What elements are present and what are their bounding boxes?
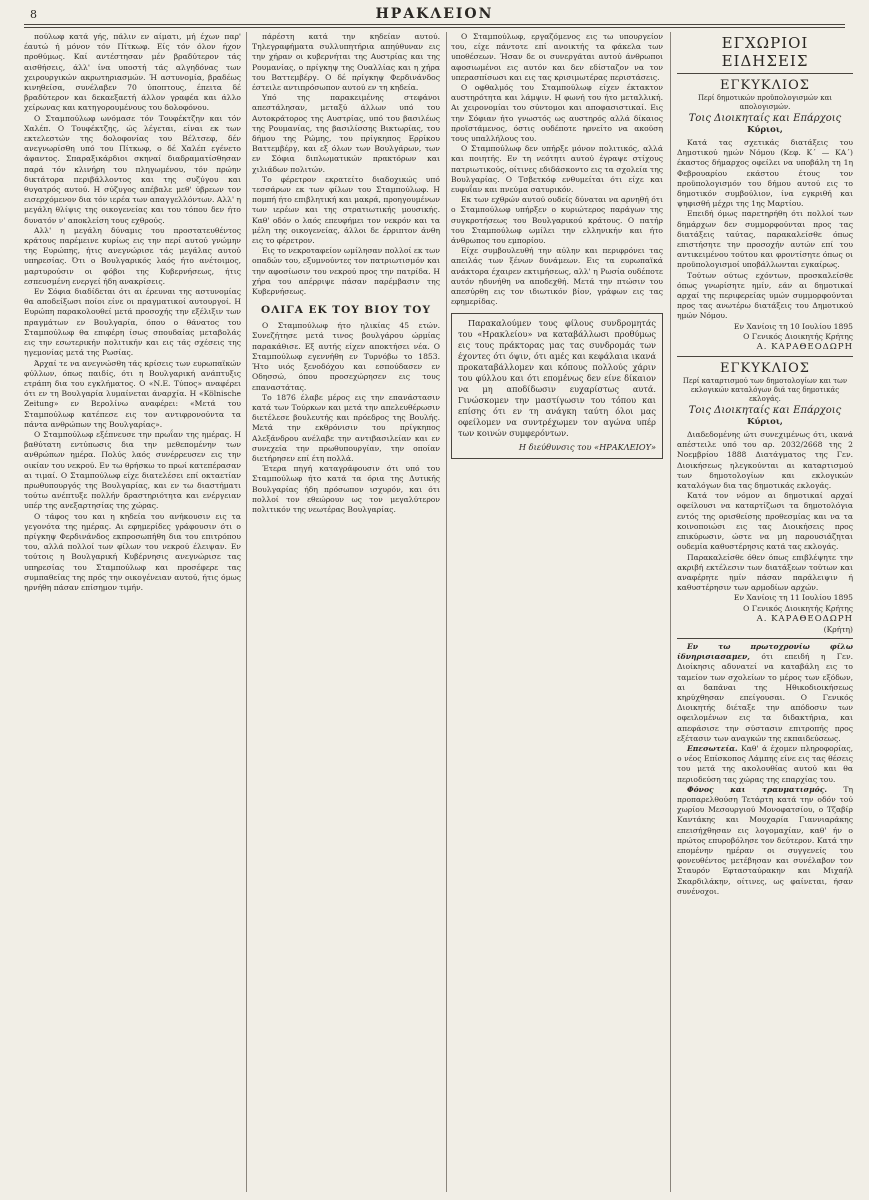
column-divider [446,32,447,1192]
circular-title: ΕΓΚΥΚΛΙΟΣ [720,78,810,93]
page-header [0,0,869,24]
circular-signer-note: (Κρήτη) [823,624,853,634]
circular-salutation: Κύριοι, [747,417,783,428]
column-2 [252,32,440,1192]
header-rule [24,24,845,25]
article-paragraph: Έτερα πηγή καταγράφουσιν ότι υπό του Σταμπούλωφ ήτο κατά τα όρια της Δυτικής Βουλγαρίας ήδη πρόσωπον ισχυρόν, και ότι πολλοί τον εθεώρουν ως τον μεγαλύτερον πολιτικόν της νεωτέρας Βουλγαρίας. [252,464,440,514]
circular-subtitle: Περί δημοτικών προϋπολογισμών και απολογισμών. [697,94,833,111]
article-paragraph: Ο Σταμπούλωφ ωνόμασε τόν Τουφέκτζην και τόν Χαλέπ. Ο Τουφέκτζης, ώς λέγεται, είναι εκ των εκτελεστών της δολοφονίας του Βέλτσεφ, δέν ανεγνωρίσθη υπό του Πίτκωφ, ο δέ Χαλέπ εγένετο άφαντος. Σπαραξικάρδιοι σκηναί διαδραματίσθησαν παρά τόν κλινήρη του πληγωμένου, τόν πρώην δικτάτορα περιβάλλοντος και της συζύγου και θυγατρός αυτού. Η σύζυγος απέβαλε μεθ' ύβρεων τον εισερχόμενον δια τόν ιερέα των απαγγελλόντων. Αλλ' η μεγάλη θλίψις της οικογενείας και του τόπου δεν ήτο δυνατόν ν' αποκλείση τους εχθρούς. [24,113,241,225]
article-paragraph: Ο οφθαλμός του Σταμπούλωφ είχεν έκτακτον αυστηρότητα και λάμψιν. Η φωνή του ήτο μεταλλική. Αι χειρονομίαι του σύντομοι και αποφασιστικαί. Εις την Σόφιαν ήτο γνωστός ως αυστηρός αλλά δίκαιος προϊστάμενος, όστις ουδέποτε ηρνείτο να ακούση τους υπαλλήλους του. [451,83,663,144]
article-paragraph: Ο Σταμπούλωφ εξέπνευσε την πρωΐαν της ημέρας. Η βαθύτατη εντύπωσις δια την μεθεπομένην των ανθρώπων ημέρα. Πολύς λαός συνέρρευσεν εις την οικίαν του νεκρού. Εν τω θρήσκω το πρωί κατεπέρασαν αι τιμαί. Ο Σταμπούλωφ είχε διατελέσει επί οκταετίαν πρωθυπουργός της Βουλγαρίας, και εν τω διαστήματι τούτω ανέπτυξε πολλήν δραστηριότητα και ενέργειαν υπέρ της ανεξαρτησίας της χώρας. [24,429,241,511]
circular-paragraph: Παρακαλείσθε όθεν όπως επιβλέψητε την ακριβή εκτέλεσιν των διατάξεων τούτων και αναφέρητε ημίν πάσαν παράλειψιν ή καθυστέρησιν των αρμοδίων αρχών. [677,552,853,593]
article-paragraph: πούλωφ κατά γής, πάλιν εν αίματι, μή έχων παρ' έαυτώ ή μόνον τόν Πίτκωφ. Είς τόν όλον ήχον προθύμως. Καί αντέστησαν μέν βραδύτερον τάς αισθήσεις, άλλ' ίνα υποστή τάς αλγηδόνας των χειρουργικών ακρωτηριασμών. Ή αστυνομία, βραδέως κινηθείσα, συνέλαβεν 70 ύποπτους, έπειτα δέ βραδύτερον και δεκαεξαετή άλλον γραφέα και άλλο χείρωνας και κατηγορουμένους του δολοφόνου. [24,32,241,113]
masthead: ΗΡΑΚΛΕΙΟΝ [375,6,494,22]
article-paragraph: Το φέρετρον εκρατείτο διαδοχικώς υπό τεσσάρων εκ των φίλων του Σταμπούλωφ. Η πομπή ήτο επιβλητική και μακρά, προηγουμένων των ιερέων και της στρατιωτικής μουσικής. Καθ' οδόν ο λαός επευφήμει τον νεκρόν και τα μέλη της οικογενείας, άλλοι δε έρριπτον άνθη εις το φέρετρον. [252,174,440,246]
article-paragraph: Αλλ' η μεγάλη δύναμις του προστατευθέντος κράτους παρέμεινε κυρίως εις την περί αυτού γνώμην της Ευρώπης, ήτις ανεγνώρισε τάς μεγάλας αυτού υπηρεσίας. Ότι ο Βουλγαρικός λαός ήτο ανέτοιμος, μαρτυρούσιν οι φόβοι της Κυβερνήσεως, ήτις εσπευσμένη ενεργεί ήδη ανακρίσεις. [24,225,241,286]
section-rule [677,638,853,639]
news-item [677,785,853,897]
news-item [677,642,853,744]
circular-signer-role: Ο Γενικός Διοικητής Κρήτης [743,331,853,341]
column-1 [24,32,241,1192]
subscription-notice-box [451,313,663,459]
column-divider [246,32,247,1192]
column-3 [451,32,663,1192]
circular-paragraph: Κατά τας σχετικάς διατάξεις του Δημοτικού ημών Νόμου (Κεφ. Κ΄ — ΚΑ΄) έκαστος δήμαρχος οφείλει να υποβάλη τη 1η Φεβρουαρίου εκάστου έτους τον προϋπολογισμόν του δήμου αυτού εις το δημοτικόν συμβούλιον, ίνα εγκριθή και ψηφισθή μέχρι της 1ης Μαρτίου. [677,138,853,209]
section-rule [677,73,853,74]
article-paragraph: πάρέστη κατά την κηδείαν αυτού. Τηλεγραφήματα συλλυπητήρια απηύθυναν εις την χήραν οι κυβερνήται της Αυστρίας και της Ρουμανίας, ο πρίγκηψ της Ουαλλίας και η χήρα του Βαττεμβέργ. Ο δέ πρίγκηψ Φερδινάνδος έστειλε αντιπρόσωπον αυτού εν τη κηδεία. [252,32,440,93]
circular-subtitle: Περί καταρτισμού των δημοτολογίων και των εκλογικών καταλόγων διά τας δημοτικάς εκλογάς. [682,377,848,404]
circular-paragraph: Διαδεδομένης ώτι συνεχιμένως ότι, ικανά απέστειλε υπό του αρ. 2032/2668 της 2 Νοεμβρίου 1888 Διατάγματος της Γεν. Διοικήσεως ηλεγκούνται αι καταρτισμού των δημοτολογίων και εκλογικών καταλόγων δια τας δημοτικάς εκλογάς. [677,430,853,491]
circular-signer-role: Ο Γενικός Διοικητής Κρήτης [743,603,853,613]
article-paragraph: Ο Σταμπούλωφ δεν υπήρξε μόνον πολιτικός, αλλά και ποιητής. Εν τη νεότητι αυτού έγραψε στίχους πατριωτικούς, οίτινες εδιδάσκοντο εις τα σχολεία της Βουλγαρίας. Ο Τσβετκόφ ενθυμείται ότι είχε και ευφυΐαν και πνεύμα σατυρικόν. [451,144,663,195]
header-rule-secondary [24,27,845,28]
article-paragraph: Υπό της παρακειμένης στεφάνοι απεστάλησαν, μεταξύ άλλων υπό του Αυτοκράτορος της Αυστρίας, υπό του βασιλέως της Ρουμανίας, της βασιλίσσης Βικτωρίας, του δήμου της Ρώμης, του πρίγκηπος Ερρίκου Βαττεμβέργ, και εξ όλων των Βουλγάρων, των εν Σόφια διπλωματικών πρακτόρων και χιλιάδων πολιτών. [252,93,440,174]
article-paragraph: Το 1876 έλαβε μέρος εις την επανάστασιν κατά των Τούρκων και μετά την απελευθέρωσιν διετέλεσε βουλευτής και πρόεδρος της Βουλής. Μετά την εκθρόνισιν του πρίγκηπος Αλεξάνδρου ανέλαβε την αντιβασιλείαν και εν συνεχεία την πρωθυπουργίαν, την οποίαν διετήρησεν επί έτη πολλά. [252,392,440,463]
news-body: Καθ' ά έχομεν πληροφορίας, ο νέος Επίσκοπος Λάμπης είνε εις τας θέσεις του μετά της ακολουθίας αυτού και θα περιοδεύση τας χώρας της επαρχίας του. [677,743,853,784]
circular-date: Εν Χανίοις τη 10 Ιουλίου 1895 [733,321,853,331]
news-body: Τη προπαρελθούση Τετάρτη κατά την οδόν τού χωρίου Μεσουργιού Μονοφατσίου, ο Τζαβίρ Καντάκης και Μουχαρία Γιαννιαράκης επεισήχθησαν εις λογομαχίαν, καθ' ήν ο πρώτος επυροβόλησε τον δεύτερον. Κατά την επομένην ημέραν οι συγγενείς του φονευθέντος μετέβησαν και συνέλαβον τον Σταυρόν Εφτασταύρακην και Μιχαήλ Σκαρδιλάκην, οίτινες, ως φαίνεται, ήσαν συνένοχοι. [677,784,853,896]
article-paragraph: Είχε συμβουλευθή την αύλην και περιφρόνει τας απειλάς των ξένων δυνάμεων. Εις τα ευρωπαϊκά ανάκτορα έχαιρεν εκτιμήσεως, αλλ' η Ρωσία ουδέποτε αυτόν ηδυνήθη να αποδεχθή. Μετά την πτώσιν του απεσύρθη εις τον ιδιωτικόν βίον, γράφων εις τας εφημερίδας. [451,246,663,307]
page-number: 8 [30,8,37,21]
column-4 [677,32,853,1192]
article-paragraph: Ο Σταμπούλωφ ήτο ηλικίας 45 ετών. Συνεζήτησε μετά τινος βουλγάρου ώρμίας παρακάθισε. Εξ αυτής είχεν αποκτήσει νέα. Ο Σταμπούλωφ εγεννήθη εν Τυρνόβω το 1853. Ήτο υιός ξενοδόχου και εσπούδασεν εν Οδησσώ, όπου προσεχώρησεν εις τους επαναστάτας. [252,321,440,392]
circular-addressee: Τοις Διοικηταίς και Επάρχοις [688,113,842,124]
news-lead: Φόνος και τραυματισμός. [687,784,827,794]
news-lead: Επεσωτεία. [687,743,738,753]
news-body: ότι επειδή η Γεν. Διοίκησις αδυνατεί να καταβάλη εις το ταμείον των σχολείων το μέρος των εξόδων, αι δαπάναι της Ηθικοδιοικήσεως κηρύχθησαν επείγουσαι. Ο Γενικός Διοικητής διέταξε την απόδοσιν των οφειλομένων εις τα διδακτήρια, και απεφάσισε την σύστασιν επιτροπής προς εξέτασιν των αναγκών της εκπαιδεύσεως. [677,652,853,743]
article-paragraph: Εκ των εχθρών αυτού ουδείς δύναται να αρνηθή ότι ο Σταμπούλωφ υπήρξεν ο κυριώτερος παράγων της συγκροτήσεως του Βουλγαρικού κράτους. Ο πατήρ του Σταμπούλωφ ωμίλει την ελληνικήν και ήτο άνθρωπος του εμπορίου. [451,195,663,246]
circular-signer-name: Α. ΚΑΡΑΘΕΟΔΩΡΗ [756,613,853,624]
circular-salutation: Κύριοι, [747,125,783,135]
circular-title: ΕΓΚΥΚΛΙΟΣ [720,361,810,377]
article-paragraph: Εις το νεκροταφείον ωμίλησαν πολλοί εκ των οπαδών του, εξυμνούντες τον πατριωτισμόν και την αφοσίωσιν του νεκρού προς την πατρίδα. Η χήρα του απέρριψε πάσαν παρέμβασιν της Κυβερνήσεως. [252,246,440,297]
column-divider [670,32,671,1192]
news-lead: Εν τω πρωτοχρονίω φίλω ίδνηρισιασαμεν, [677,641,853,662]
article-paragraph: Άρχαί τε να ανεγνώσθη τάς κρίσεις των ευρωπαϊκών φύλλων, όπως παιδίς, ότι η Βουλγαρική ανάπτυξις ετράπη δια του εγκλήματος. Ο «Ν.Ε. Τύπος» αναφέρει ότι εν τη Βουλγαρία λυμαίνεται άναρχία. Η «Kölnische Zeitung» εν Βερολίνω αναφέρει: «Μετά του Σταμπούλωφ κατέπεσε εις τον αντιφρονούντα τα πάντα ανθρώπων της Βουλγαρίας». [24,358,241,429]
news-item [677,744,853,785]
section-rule [677,356,853,357]
notice-text: Παρακαλούμεν τους φίλους συνδρομητάς του «Ηρακλείου» να καταβάλλωσι προθύμως εις τους πράκτορας μας τας συνδρομάς των έχοντες ότι όψιν, ότι αμές και κεφάλαια ικανά προκαταβάλλομεν και κόπους πολλούς χάριν του φύλλου και ότι επομένως δεν είνε δίκαιον να μη αποδίδωσιν ευχαρίστως αυτά. Γινώσκομεν την μαστίγωσιν του τόπου και επίσης ότι εν τη ανάγκη ταύτη όλοι μας οφείλομεν να συντρέχωμεν τον αγώνα υπέρ των κοινών συμφερόντων. [458,318,656,439]
circular-date: Εν Χανίοις τη 11 Ιουλίου 1895 [733,593,853,603]
circular-paragraph: Επειδή όμως παρετηρήθη ότι πολλοί των δημάρχων δεν συμμορφούνται προς τας διατάξεις ταύτας, παρακαλείσθε όπως επιστήσητε την προσοχήν αυτών επί του αντικειμένου τούτου και φροντίσητε όπως οι προϋπολογισμοί υποβάλλωνται εγκαίρως. [677,209,853,270]
article-paragraph: Ο Σταμπούλωφ, εργαζόμενος εις τω υπουργείον του, είχε πάντοτε επί ανοικτής τα φάκελα των υποθέσεων. Ήσαν δε οι συνεργάται αυτού άνθρωποι αφοσιωμένοι εις αυτόν και δεν εδίσταζον να τον υπερασπίσωσι και εις τας κρισιμωτέρας περιστάσεις. [451,32,663,82]
section-header: ΕΓΧΩΡΙΟΙ ΕΙΔΗΣΕΙΣ [721,34,809,70]
section-heading: ΟΛΙΓΑ ΕΚ ΤΟΥ ΒΙΟΥ ΤΟΥ [261,304,431,317]
circular-paragraph: Τούτων ούτως εχόντων, προσκαλείσθε όπως γνωρίσητε ημίν, εάν αι δημοτικαί αρχαί της περιφερείας υμών συμμορφούνται προς τας ανωτέρω διατάξεις του Δημοτικού ημών Νόμου. [677,270,853,321]
article-paragraph: Εν Σόφια διαδίδεται ότι αι έρευναι της αστυνομίας θα αποδείξωσι ποίοι είνε οι πραγματικοί αυτουργοί. Η Ευρώπη παρακολουθεί μετά προσοχής την εξέλιξιν των πραγμάτων εν Βουλγαρία, όπου ο θάνατος του Σταμπούλωφ θα επιφέρη ίσως σπουδαίας μεταβολάς εις την εσωτερικήν πολιτικήν και εις τάς σχέσεις της ηγεμονίας μετά της Ρωσίας. [24,287,241,358]
circular-paragraph: Κατά τον νόμον αι δημοτικαί αρχαί οφείλουσι να καταρτίζωσι τα δημοτολόγια εντός της ορισθείσης προθεσμίας και να τα κοινοποιώσι εις τας Διοικήσεις προς επικύρωσιν, ώστε να μη παρουσιάζηται ουδεμία καθυστέρησις κατά τας εκλογάς. [677,491,853,552]
circular-signer-name: Α. ΚΑΡΑΘΕΟΔΩΡΗ [756,342,853,353]
circular-addressee: Τοις Διοικηταίς και Επάρχοις [688,405,842,417]
article-paragraph: Ο τάφος του και η κηδεία του ανήκουσιν εις τα γεγονότα της ημέρας. Αι εφημερίδες γράφουσιν ότι ο πρίγκηψ Φερδινάνδος εκπροσωπήθη δια του επιτρόπου του, αλλά πολλοί των φίλων του νεκρού έλειψαν. Εν τούτοις η Βουλγαρική Κυβέρνησις ανεγνώρισε τας υπηρεσίας του Σταμπούλωφ και προσέφερε τας συμπαθείας της πρός την οικογένειαν αυτού, ήτις όμως ηρνήθη πάσαν επίσημον τιμήν. [24,511,241,592]
notice-signature: Η διεύθυνσις του «ΗΡΑΚΛΕΙΟΥ» [518,442,656,453]
